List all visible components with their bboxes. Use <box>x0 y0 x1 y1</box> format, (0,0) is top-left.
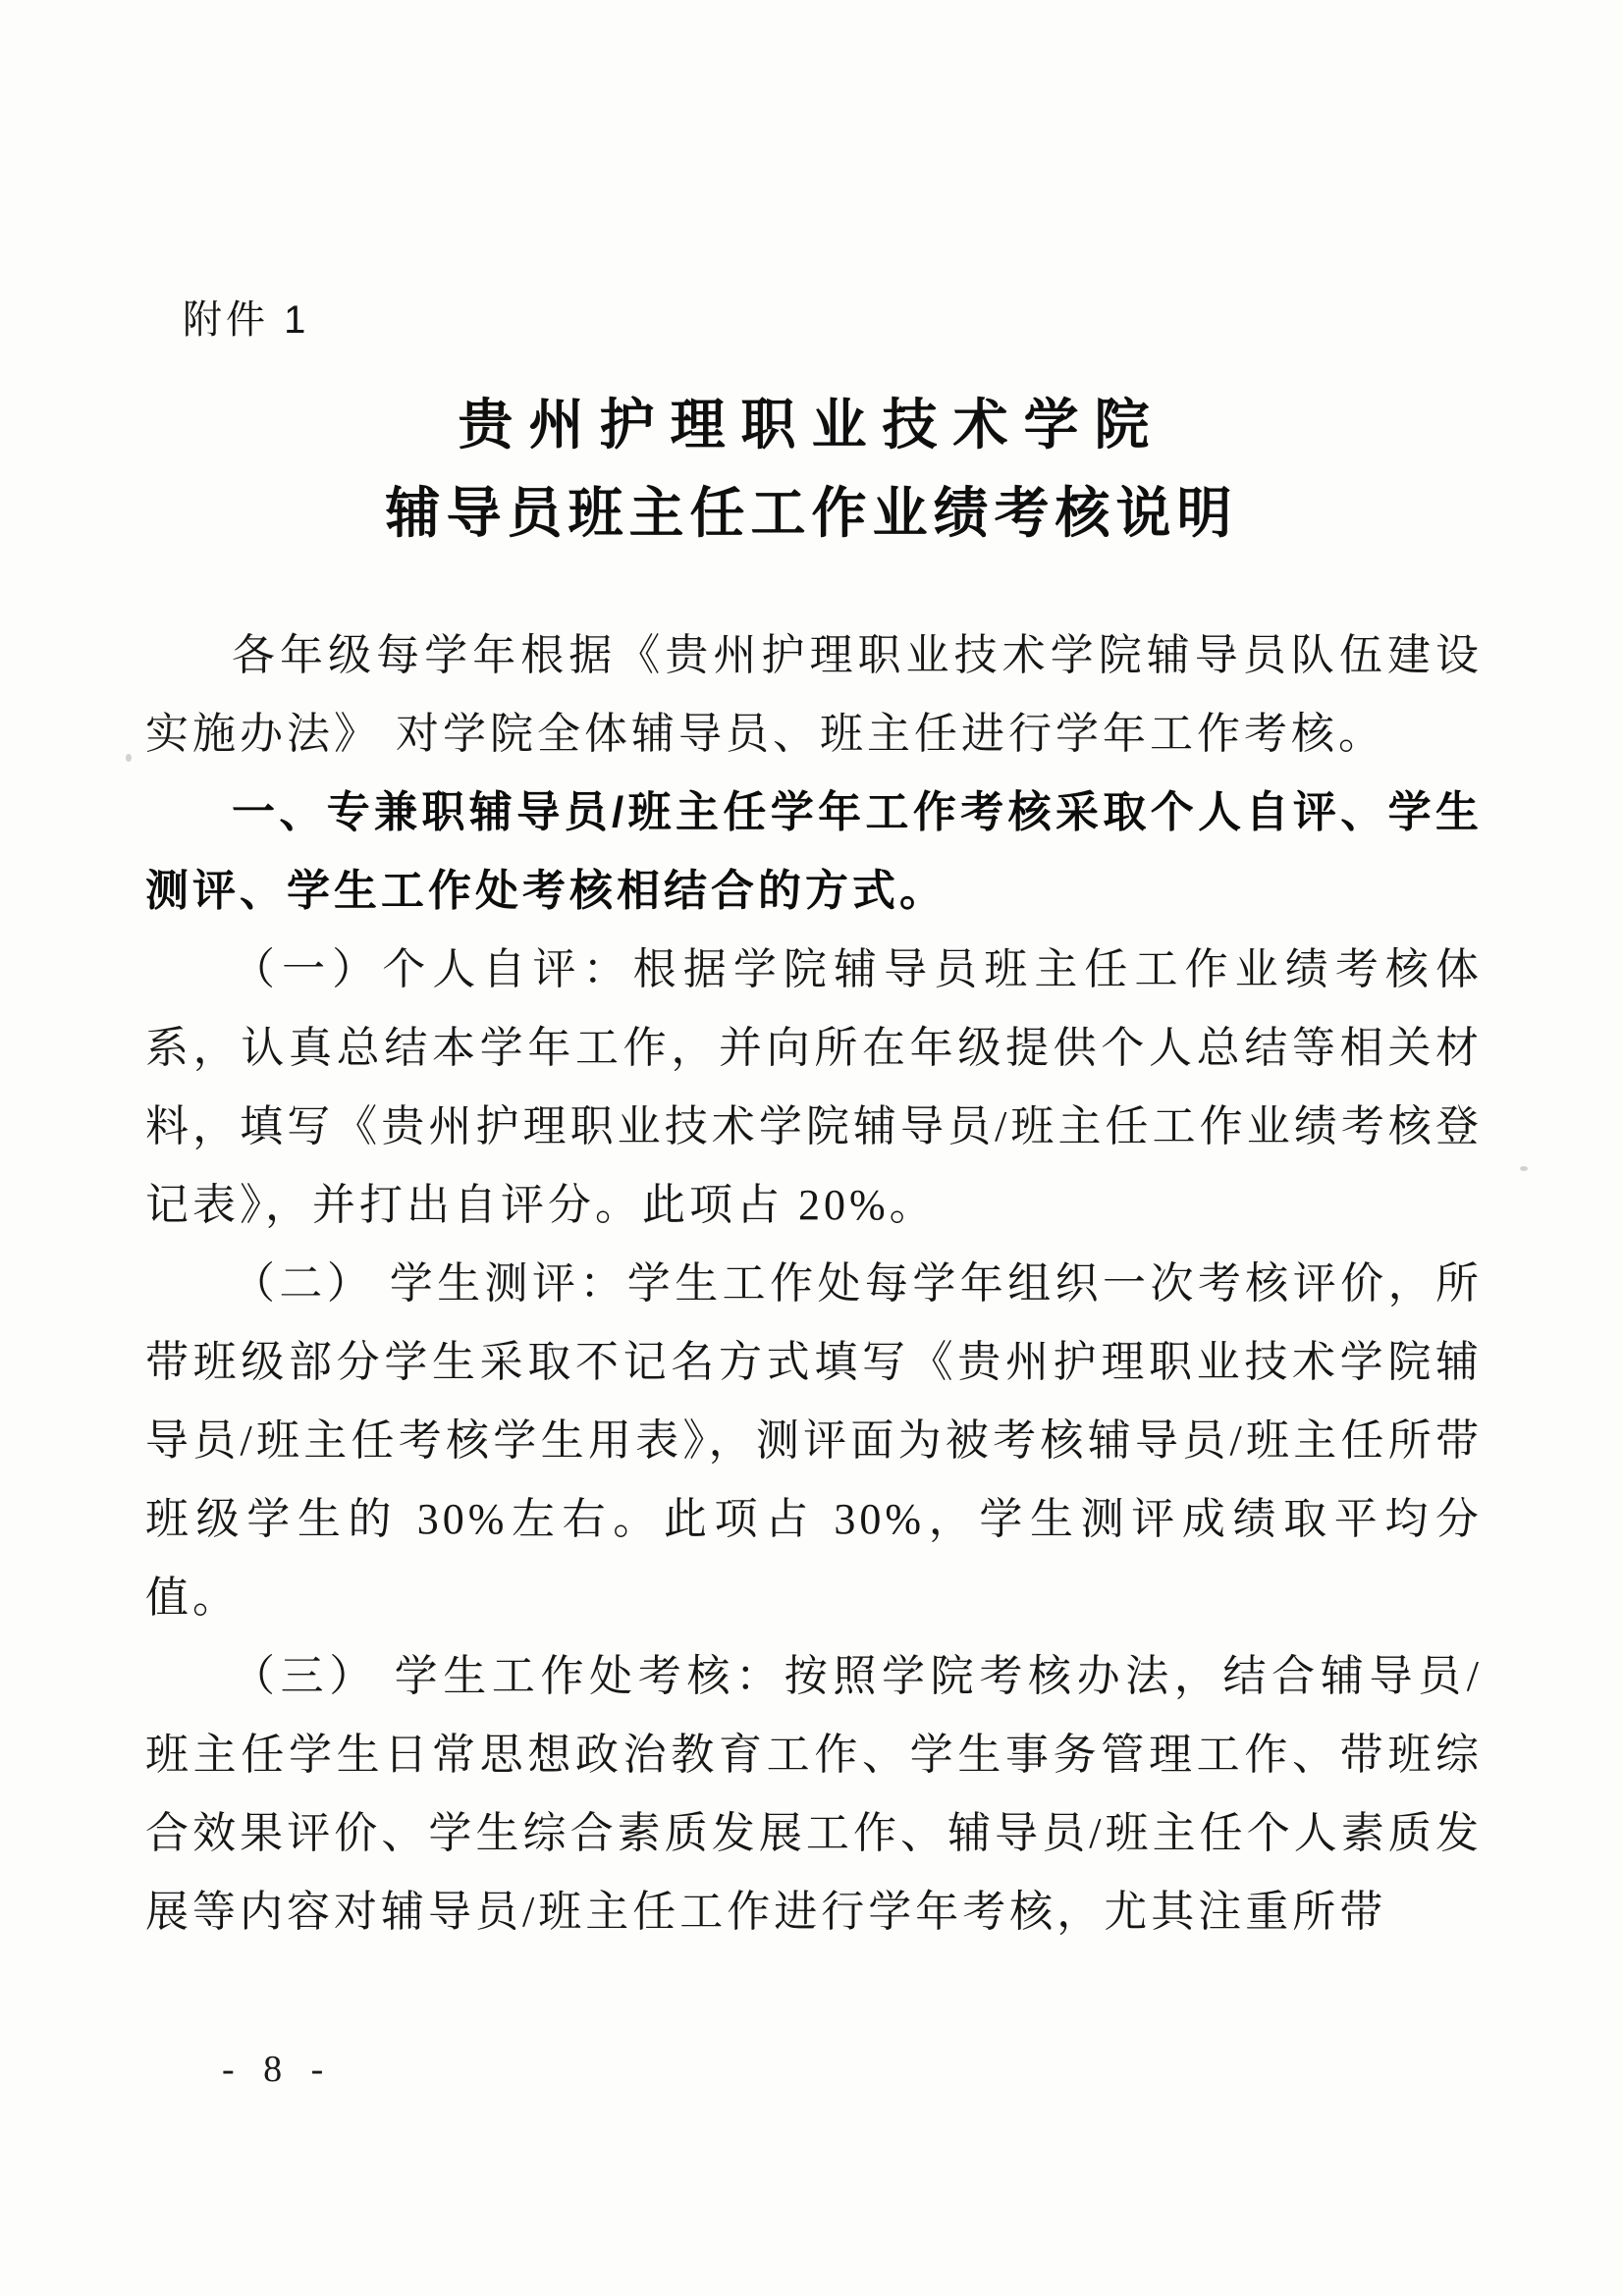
item-2-student-evaluation: （二） 学生测评：学生工作处每学年组织一次考核评价，所带班级部分学生采取不记名方式填写《贵州护理职业技术学院辅导员/班主任考核学生用表》，测评面为被考核辅导员/班主任所带班级学生的 30%左右。此项占 30%，学生测评成绩取平均分值。 <box>145 1259 1483 1622</box>
page-number: - 8 - <box>222 2049 334 2090</box>
item-1-self-evaluation: （一）个人自评：根据学院辅导员班主任工作业绩考核体系，认真总结本学年工作，并向所在年级提供个人总结等相关材料，填写《贵州护理职业技术学院辅导员/班主任工作业绩考核登记表》，并打出自评分。此项占 20%。 <box>145 945 1483 1229</box>
document-title-line-2: 辅导员班主任工作业绩考核说明 <box>385 482 1238 544</box>
attachment-label: 附件 1 <box>183 298 310 342</box>
document-title-line-1: 贵州护理职业技术学院 <box>458 394 1165 455</box>
scan-artifact <box>126 754 132 762</box>
scan-artifact <box>1520 1166 1528 1171</box>
intro-paragraph: 各年级每学年根据《贵州护理职业技术学院辅导员队伍建设实施办法》 对学院全体辅导员、班主任进行学年工作考核。 <box>145 631 1483 758</box>
document-title <box>0 381 1623 558</box>
document-body <box>145 616 1483 1951</box>
section-1-heading: 一、专兼职辅导员/班主任学年工作考核采取个人自评、学生测评、学生工作处考核相结合的方式。 <box>145 788 1483 915</box>
item-3-student-affairs-evaluation: （三） 学生工作处考核：按照学院考核办法，结合辅导员/班主任学生日常思想政治教育工作、学生事务管理工作、带班综合效果评价、学生综合素质发展工作、辅导员/班主任个人素质发展等内容对辅导员/班主任工作进行学年考核，尤其注重所带 <box>145 1652 1483 1936</box>
